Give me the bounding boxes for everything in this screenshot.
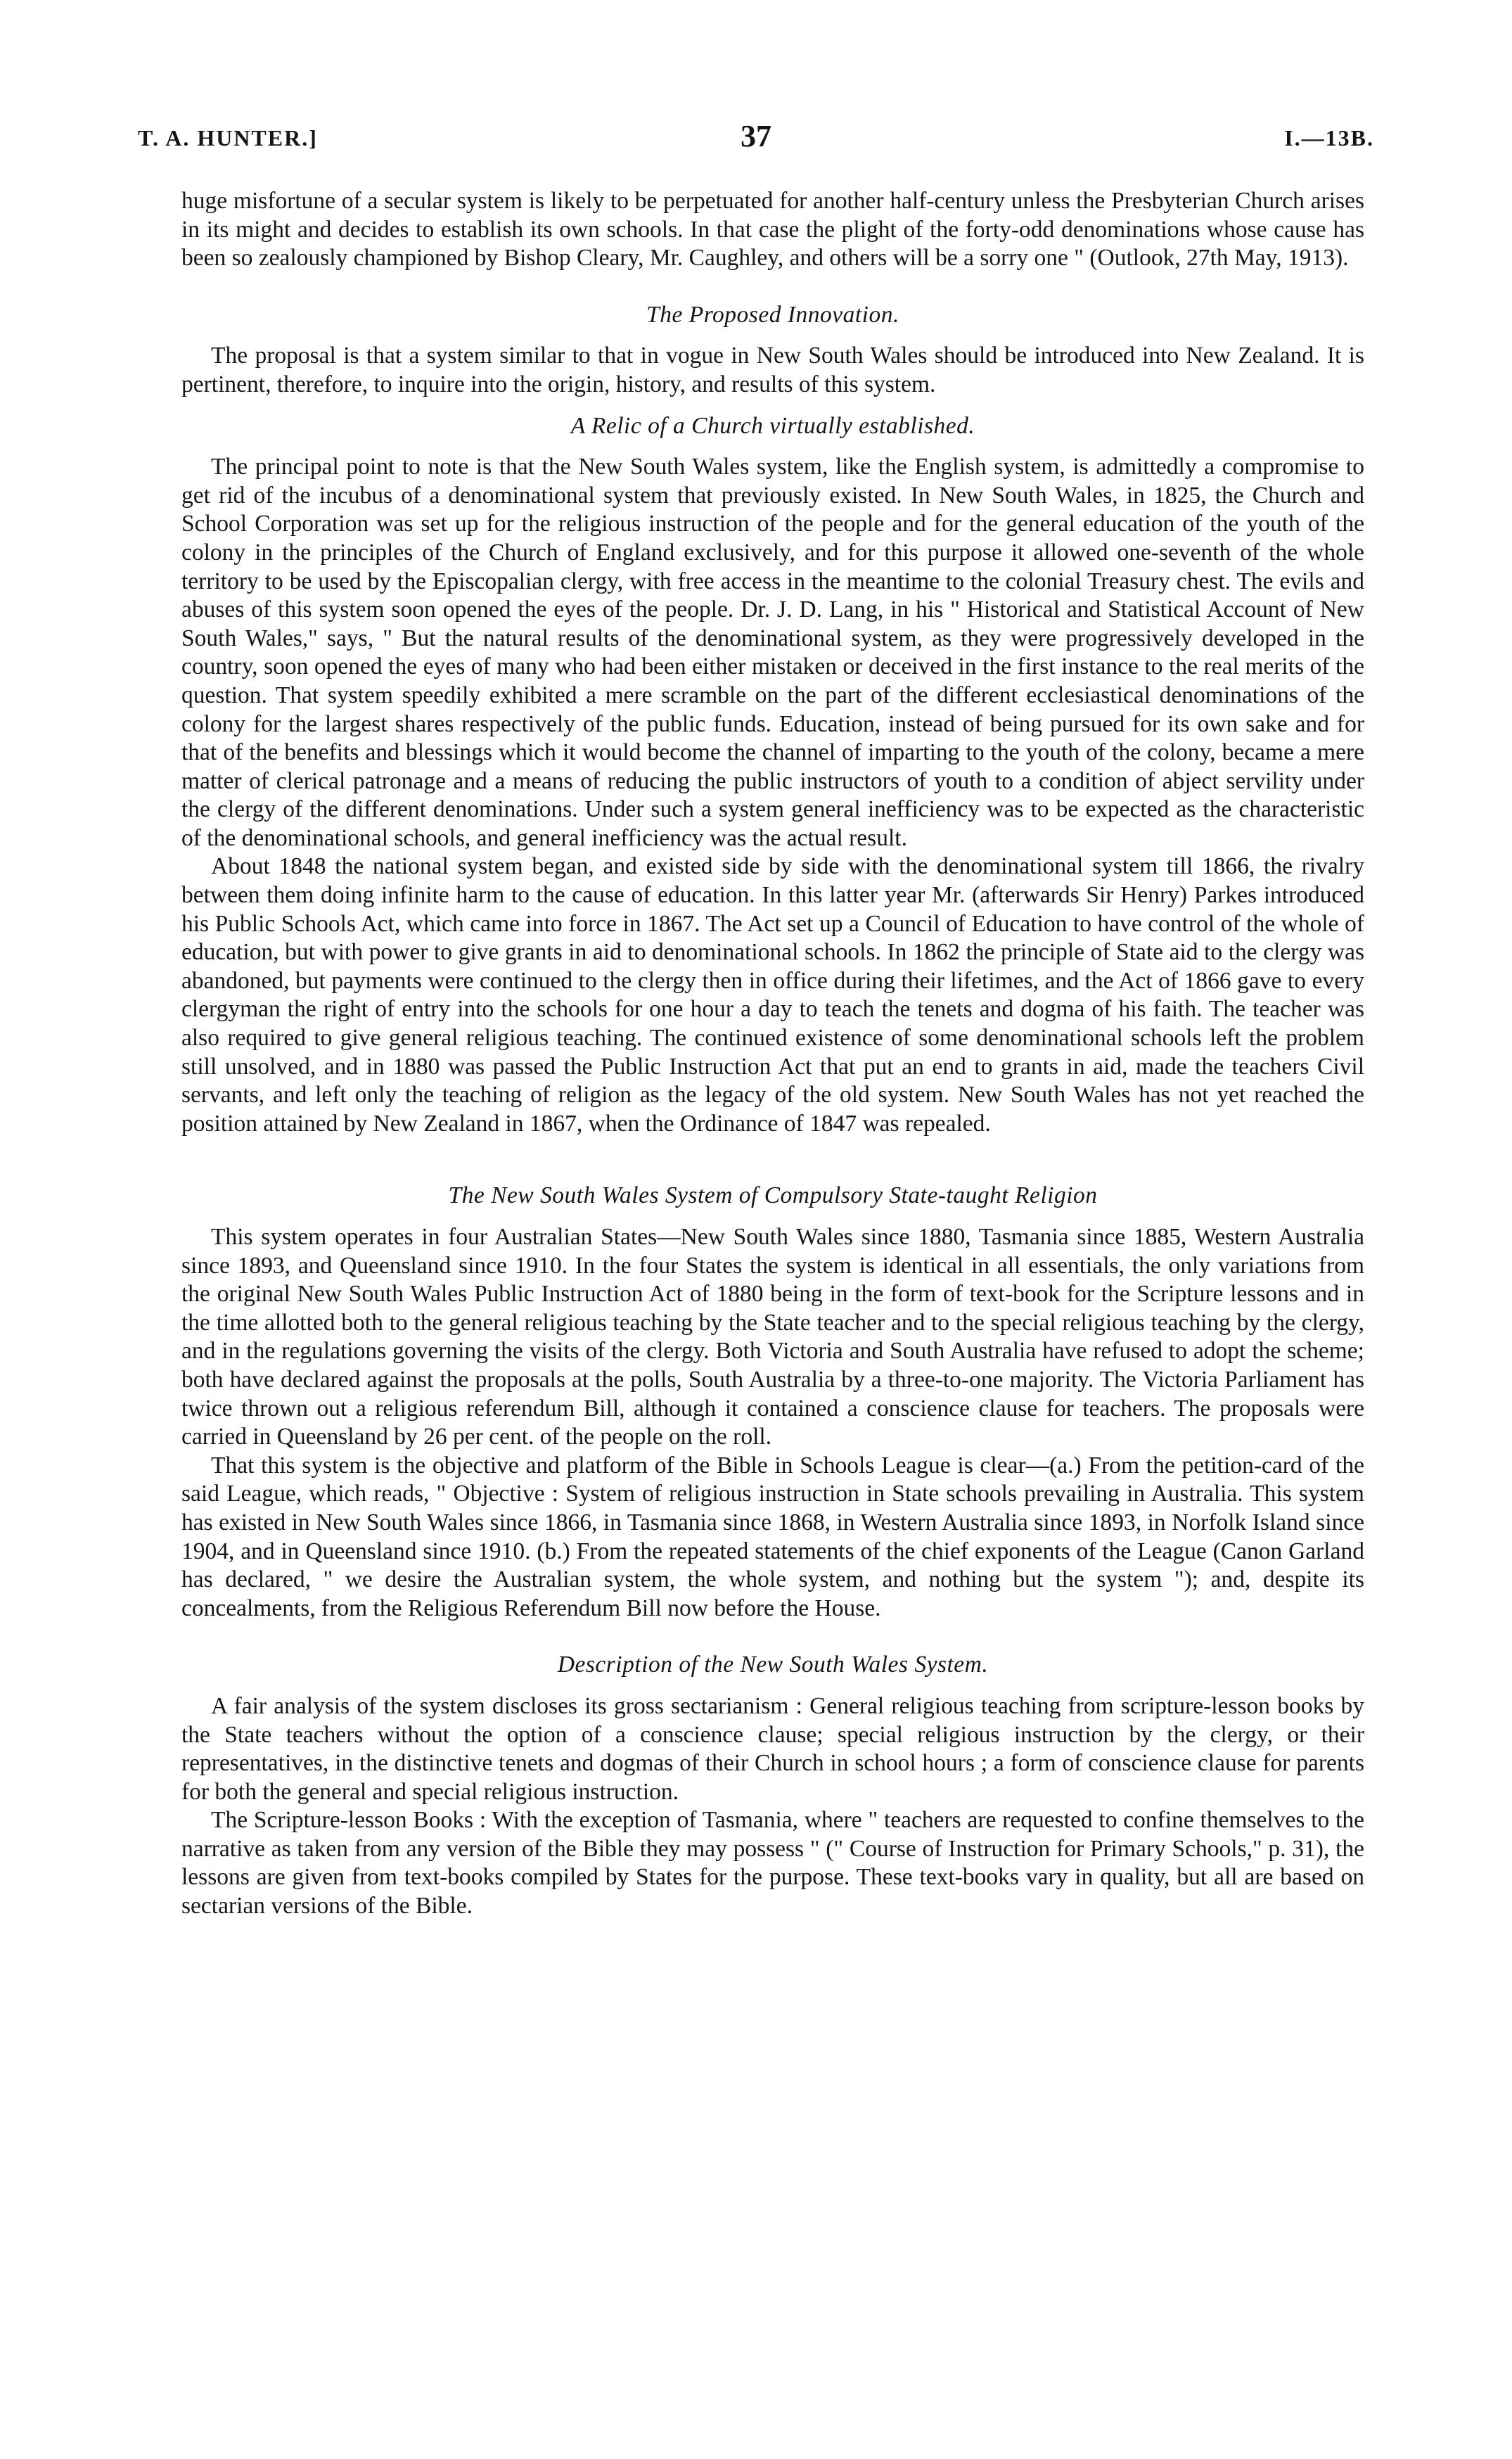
section-heading-proposed-innovation: The Proposed Innovation. [646, 301, 899, 328]
paragraph-four-states: This system operates in four Australian States—New South Wales since 1880, Tasmania since 1885, Western Australia since 1893, and Queensland since 1910. In the four States the system is identical in all essentials, the only variations from the original New South Wales Public Instruction Act of 1880 being in the form of text-book for the Scripture lessons and in the time allotted both to the general religious teaching by the State teacher and to the special religious teaching by the clergy, and in the regulations governing the visits of the clergy. Both Victoria and South Australia have refused to adopt the scheme; both have declared against the proposals at the polls, South Australia by a three-to-one majority. The Victoria Parliament has twice thrown out a religious referendum Bill, although it contained a conscience clause for teachers. The proposals were carried in Queensland by 26 per cent. of the people on the roll. [181, 1224, 1364, 1450]
section-heading-description: Description of the New South Wales System. [557, 1652, 989, 1678]
section-heading-compulsory-religion: The New South Wales System of Compulsory State-taught Religion [448, 1182, 1098, 1209]
section-heading-relic: A Relic of a Church virtually established. [570, 412, 975, 439]
paragraph-scripture-books: The Scripture-lesson Books : With the exception of Tasmania, where " teachers are requested to confine themselves to the narrative as taken from any version of the Bible they may possess " (" Course of Instruction for Primary Schools," p. 31), the lessons are given from text-books compiled by States for the purpose. These text-books vary in quality, but all are based on sectarian versions of the Bible. [181, 1807, 1364, 1920]
document-reference: I.—13B. [1284, 125, 1374, 151]
paragraph-league-objective: That this system is the objective and platform of the Bible in Schools League is clear—(a.) From the petition-card of the said League, which reads, " Objective : System of religious instruction in State schools prevailing in Australia. This system has existed in New South Wales since 1866, in Tasmania since 1868, in Western Australia since 1893, in Norfolk Island since 1904, and in Queensland since 1910. (b.) From the repeated statements of the chief exponents of the League (Canon Garland has declared, " we desire the Australian system, the whole system, and nothing but the system "); and, despite its concealments, from the Religious Referendum Bill now before the House. [181, 1452, 1364, 1621]
paragraph-national-system: About 1848 the national system began, and existed side by side with the denominational system till 1866, the rivalry between them doing infinite harm to the cause of education. In this latter year Mr. (afterwards Sir Henry) Parkes introduced his Public Schools Act, which came into force in 1867. The Act set up a Council of Education to have control of the whole of education, but with power to give grants in aid to denominational schools. In 1862 the principle of State aid to the clergy was abandoned, but payments were continued to the clergy then in office during their lifetimes, and the Act of 1866 gave to every clergyman the right of entry into the schools for one hour a day to teach the tenets and dogma of his faith. The teacher was also required to give general religious teaching. The continued existence of some denominational schools left the problem still unsolved, and in 1880 was passed the Public Instruction Act that put an end to grants in aid, made the teachers Civil servants, and left only the teaching of religion as the legacy of the old system. New South Wales has not yet reached the position attained by New Zealand in 1867, when the Ordinance of 1847 was repealed. [181, 853, 1364, 1137]
document-body [181, 187, 1364, 1921]
page-number: 37 [741, 119, 771, 153]
paragraph-continuation: huge misfortune of a secular system is likely to be perpetuated for another half-century unless the Presbyterian Church arises in its might and decides to establish its own schools. In that case the plight of the forty-odd denominations whose cause has been so zealously championed by Bishop Cleary, Mr. Caughley, and others will be a sorry one " (Outlook, 27th May, 1913). [181, 188, 1364, 272]
author-header: T. A. HUNTER.] [138, 125, 318, 151]
paragraph-proposal: The proposal is that a system similar to that in vogue in New South Wales should be introduced into New Zealand. It is pertinent, therefore, to inquire into the origin, history, and results of this system. [181, 343, 1364, 397]
paragraph-principal-point: The principal point to note is that the New South Wales system, like the English system, is admittedly a compromise to get rid of the incubus of a denominational system that previously existed. In New South Wales, in 1825, the Church and School Corporation was set up for the religious instruction of the people and for the general education of the youth of the colony in the principles of the Church of England exclusively, and for this purpose it allowed one-seventh of the whole territory to be used by the Episcopalian clergy, with free access in the meantime to the colonial Treasury chest. The evils and abuses of this system soon opened the eyes of the people. Dr. J. D. Lang, in his " Historical and Statistical Account of New South Wales," says, " But the natural results of the denominational system, as they were progressively developed in the country, soon opened the eyes of many who had been either mistaken or deceived in the first instance to the real merits of the question. That system speedily exhibited a mere scramble on the part of the different ecclesiastical denominations of the colony for the largest shares respectively of the public funds. Education, instead of being pursued for its own sake and for that of the benefits and blessings which it would become the channel of imparting to the youth of the colony, became a mere matter of clerical patronage and a means of reducing the public instructors of youth to a condition of abject servility under the clergy of the different denominations. Under such a system general inefficiency was to be expected as the characteristic of the denominational schools, and general inefficiency was the actual result. [181, 454, 1364, 851]
paragraph-fair-analysis: A fair analysis of the system discloses its gross sectarianism : General religious teaching from scripture-lesson books by the State teachers without the option of a conscience clause; special religious instruction by the clergy, or their representatives, in the distinctive tenets and dogmas of their Church in school hours ; a form of conscience clause for parents for both the general and special religious instruction. [181, 1692, 1364, 1805]
page-header [138, 118, 1374, 160]
